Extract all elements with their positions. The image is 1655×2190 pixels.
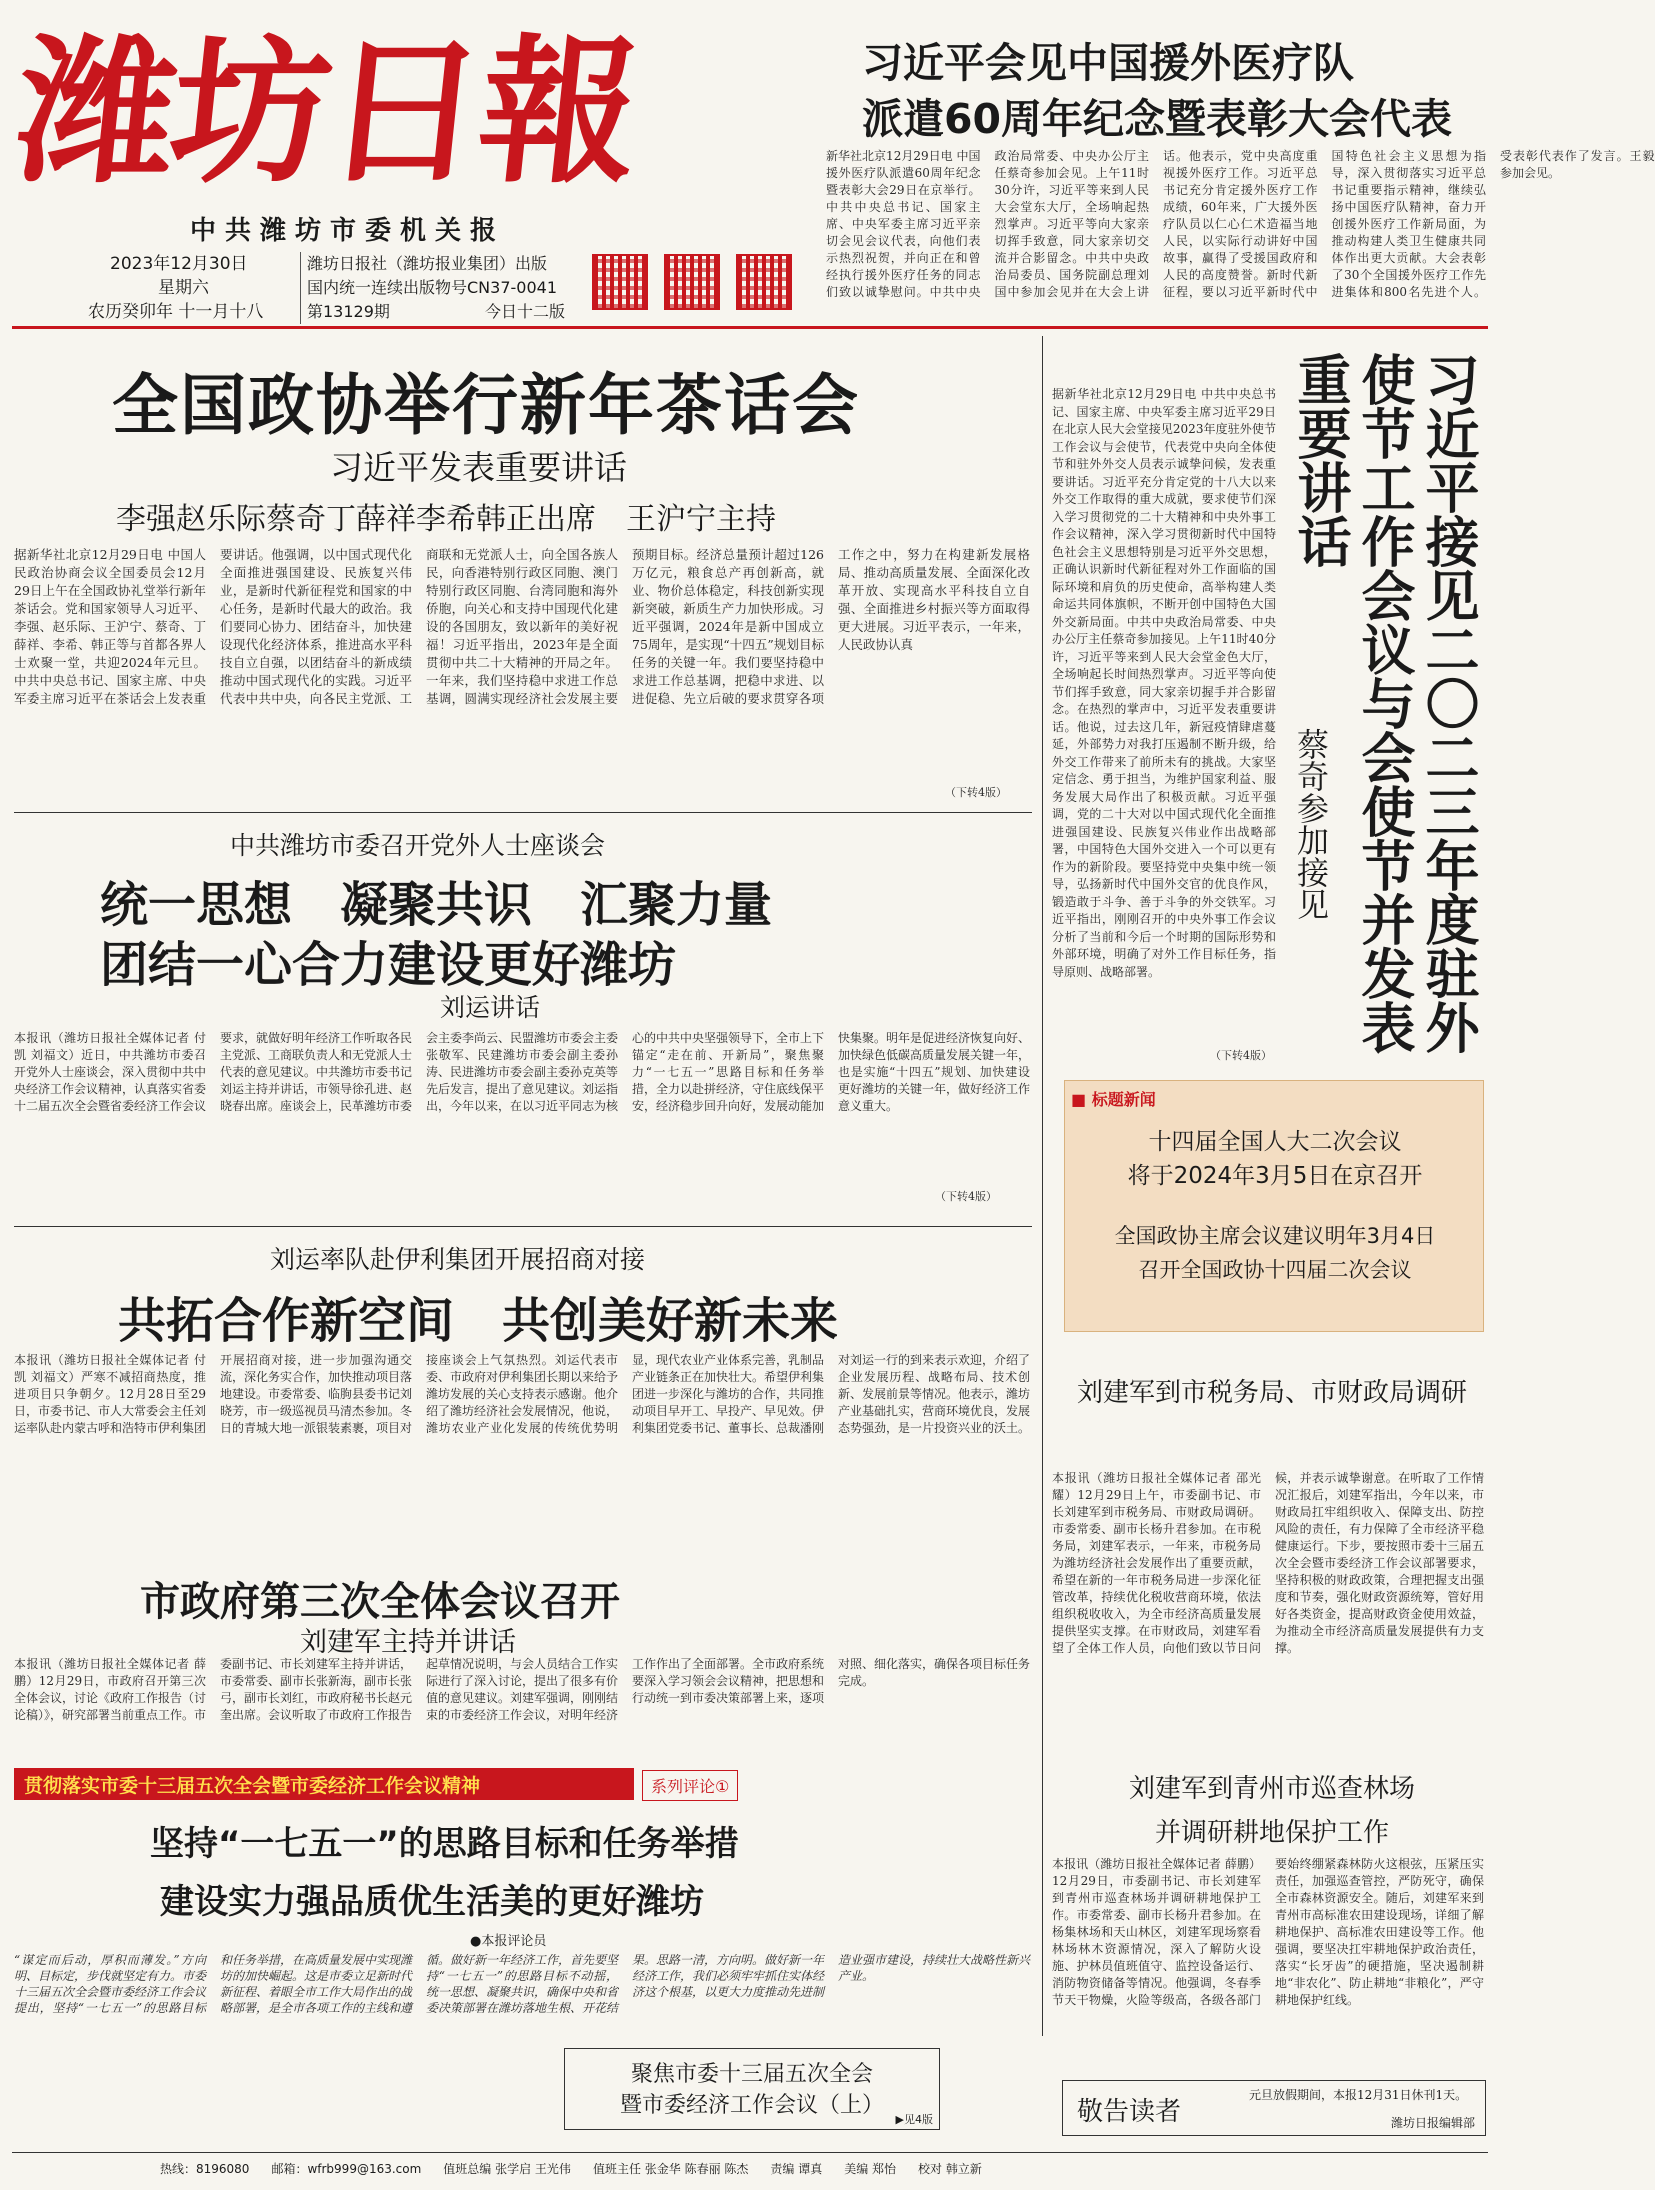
series-tag: 系列评论① xyxy=(642,1770,738,1801)
top-story-body: 新华社北京12月29日电 中国援外医疗队派遣60周年纪念暨表彰大会29日在京举行。中共中央总书记、国家主席、中央军委主席习近平亲切会见会议代表，向他们表示热烈祝贺，并向正在和曾经执行援外医疗任务的同志们致以诚挚慰问。中共中央政治局常委、中央办公厅主任蔡奇参加会见。上午11时30分许，习近平等来到人民大会堂东大厅，全场响起热烈掌声。习近平等向大家亲切挥手致意，同大家亲切交流并合影留念。中共中央政治局委员、国务院副总理刘国中参加会见并在大会上讲话。他表示，党中央高度重视援外医疗工作。习近平总书记充分肯定援外医疗工作成绩，60年来，广大援外医疗队员以仁心仁术造福当地人民，以实际行动讲好中国故事，赢得了受援国政府和人民的高度赞誉。新时代新征程，要以习近平新时代中国特色社会主义思想为指导，深入贯彻落实习近平总书记重要指示精神，继续弘扬中国医疗队精神，奋力开创援外医疗工作新局面，为推动构建人类卫生健康共同体作出更大贡献。大会表彰了30个全国援外医疗工作先进集体和800名先进个人。受表彰代表作了发言。王毅参加会见。 xyxy=(826,149,1655,299)
lead-body: 据新华社北京12月29日电 中国人民政治协商会议全国委员会12月29日上午在全国政协礼堂举行新年茶话会。党和国家领导人习近平、李强、赵乐际、王沪宁、蔡奇、丁薛祥、李希、韩正等与首都各界人士欢聚一堂，共迎2024年元旦。中共中央总书记、国家主席、中央军委主席习近平在茶话会上发表重要讲话。他强调，以中国式现代化全面推进强国建设、民族复兴伟业，是新时代新征程党和国家的中心任务，是新时代最大的政治。我们要同心协力、团结奋斗，加快建设现代化经济体系，推进高水平科技自立自强，以团结奋斗的新成绩推动中国式现代化的实践。习近平代表中共中央，向各民主党派、工商联和无党派人士，向全国各族人民，向香港特别行政区同胞、澳门特别行政区同胞、台湾同胞和海外侨胞，向关心和支持中国现代化建设的各国朋友，致以新年的美好祝福！习近平指出，2023年是全面贯彻中共二十大精神的开局之年。一年来，我们坚持稳中求进工作总基调，圆满实现经济社会发展主要预期目标。经济总量预计超过126万亿元，粮食总产再创新高，就业、物价总体稳定，科技创新实现新突破，新质生产力加快形成。习近平强调，2024年是新中国成立75周年，是实现“十四五”规划目标任务的关键一年。我们要坚持稳中求进工作总基调，把稳中求进、以进促稳、先立后破的要求贯穿各项工作之中，努力在构建新发展格局、推动高质量发展、全面深化改革开放、实现高水平科技自立自强、全面推进乡村振兴等方面取得更大进展。习近平表示，一年来，人民政协认真 xyxy=(14,547,1030,706)
lead-subtitle-2: 李强赵乐际蔡奇丁薛祥李希韩正出席 王沪宁主持 xyxy=(116,502,776,537)
notice-title: 敬告读者 xyxy=(1077,2097,1182,2127)
date-block xyxy=(88,252,264,324)
top-story-title-2[interactable]: 派遣60周年纪念暨表彰大会代表 xyxy=(862,95,1453,143)
footer-phone: 热线：8196080 xyxy=(160,2162,250,2176)
cn-number: 国内统一连续出版物号CN37-0041 xyxy=(307,278,557,297)
issue-number: 第13129期 xyxy=(307,302,390,321)
story2-kicker: 中共潍坊市委召开党外人士座谈会 xyxy=(230,831,606,860)
footer-designer: 美编 郑怡 xyxy=(844,2162,897,2176)
footer-chief: 值班总编 张学启 王光伟 xyxy=(443,2162,571,2176)
editorial-body: “谋定而后动，厚积而薄发。”方向明、目标定，步伐就坚定有力。市委十三届五次全会暨市委经济工作会议提出，坚持“一七五一”的思路目标和任务举措，在高质量发展中实现潍坊的加快崛起。这是市委立足新时代新征程、着眼全市工作大局作出的战略部署，是全市各项工作的主线和遵循。做好新一年经济工作，首先要坚持“一七五一”的思路目标不动摇，统一思想、凝聚共识，确保中央和省委决策部署在潍坊落地生根、开花结果。思路一清，方向明。做好新一年经济工作，我们必须牢牢抓住实体经济这个根基，以更大力度推动先进制造业强市建设，持续壮大战略性新兴产业。 xyxy=(14,1953,1031,2015)
story2-title-1[interactable]: 统一思想 凝聚共识 汇聚力量 xyxy=(100,877,773,933)
story4-title-1[interactable]: 刘建军到市税务局、市财政局调研 xyxy=(1076,1378,1467,1408)
envoy-story-title[interactable]: 习近平接见二〇二三年度驻外使节工作会议与会使节并发表重要讲话 xyxy=(1289,352,1480,1054)
publisher-block xyxy=(300,252,565,324)
publisher: 潍坊日报社（潍坊报业集团）出版 xyxy=(307,254,548,273)
envoy-continued[interactable]: （下转4版） xyxy=(1210,1049,1272,1062)
lead-continued[interactable]: （下转4版） xyxy=(945,786,1007,799)
editorial-byline: ●本报评论员 xyxy=(470,1934,547,1949)
title-news-tag: ■ 标题新闻 xyxy=(1071,1090,1156,1109)
title-news-box xyxy=(1064,1080,1484,1332)
editorial-title-1[interactable]: 坚持“一七五一”的思路目标和任务举措 xyxy=(150,1824,739,1864)
column-separator xyxy=(1042,336,1043,2036)
lunar-date: 农历癸卯年 十一月十八 xyxy=(88,302,264,322)
reader-notice xyxy=(1062,2080,1486,2136)
story3-body: 本报讯（潍坊日报社全媒体记者 付凯 刘福文）严寒不减招商热度，推进项目只争朝夕。12月28日至29日，市委书记、市人大常委会主任刘运率队赴内蒙古呼和浩特市伊利集团开展招商对接，进一步加强沟通交流，深化务实合作，加快推动项目落地建设。市委常委、临朐县委书记刘晓芳，市一级巡视员马清杰参加。冬日的青城大地一派银装素裹，项目对接座谈会上气氛热烈。刘运代表市委、市政府对伊利集团长期以来给予潍坊发展的关心支持表示感谢。他介绍了潍坊经济社会发展情况，他说，潍坊农业产业化发展的传统优势明显，现代农业产业体系完善，乳制品产业链条正在加快壮大。希望伊利集团进一步深化与潍坊的合作，共同推动项目早开工、早投产、早见效。伊利集团党委书记、董事长、总裁潘刚对刘运一行的到来表示欢迎，介绍了企业发展历程、战略布局、技术创新、发展前景等情况。他表示，潍坊产业基础扎实，营商环境优良，发展态势强劲，是一片投资兴业的沃土。 xyxy=(14,1353,1031,1435)
top-divider xyxy=(12,326,1488,329)
notice-text: 元旦放假期间，本报12月31日休刊1天。 xyxy=(1249,2088,1468,2102)
envoy-story-subtitle: 蔡奇参加接见 xyxy=(1292,728,1330,920)
qr-code-1[interactable] xyxy=(592,254,648,310)
story2-continued[interactable]: （下转4版） xyxy=(935,1190,997,1203)
issue-date: 2023年12月30日 xyxy=(110,254,248,274)
story6-title-1[interactable]: 刘建军到青州市巡查林场 xyxy=(1128,1774,1415,1804)
footer xyxy=(160,2160,1460,2177)
newspaper-logo: 潍坊日報 xyxy=(8,20,644,205)
editorial-title-2[interactable]: 建设实力强品质优生活美的更好潍坊 xyxy=(160,1882,704,1922)
envoy-story-body: 据新华社北京12月29日电 中共中央总书记、国家主席、中央军委主席习近平29日在北京人民大会堂接见2023年度驻外使节工作会议与会使节，代表党中央向全体使节和驻外外交人员表示诚挚问候，发表重要讲话。习近平充分肯定党的十八大以来外交工作取得的重大成就，要求使节们深入学习贯彻党的二十大精神和中央外事工作会议精神，深入学习贯彻新时代中国特色社会主义思想特别是习近平外交思想，正确认识新时代新征程对外工作面临的国际环境和肩负的历史使命，高举构建人类命运共同体旗帜，不断开创中国特色大国外交新局面。中共中央政治局常委、中央办公厅主任蔡奇参加接见。上午11时40分许，习近平等来到人民大会堂金色大厅，全场响起长时间热烈掌声。习近平等向使节们挥手致意，同大家亲切握手并合影留念。在热烈的掌声中，习近平发表重要讲话。他说，过去这几年，新冠疫情肆虐蔓延，外部势力对我打压遏制不断升级，给外交工作带来了前所未有的挑战。大家坚定信念、勇于担当，为维护国家利益、服务发展大局作出了积极贡献。习近平强调，党的二十大对以中国式现代化全面推进强国建设、民族复兴伟业作出战略部署，中国特色大国外交进入一个可以更有作为的新阶段。要坚持党中央集中统一领导，弘扬新时代中国外交官的优良作风，锻造敢于斗争、善于斗争的外交铁军。习近平指出，刚刚召开的中央外事工作会议分析了当前和今后一个时期的国际形势和外部环境，明确了对外工作目标任务，指导原则、战略部署。 xyxy=(1052,387,1276,979)
focus-line-1: 聚焦市委十三届五次全会 xyxy=(630,2062,873,2087)
story3-kicker: 刘运率队赴伊利集团开展招商对接 xyxy=(270,1245,646,1274)
focus-line-2: 暨市委经济工作会议（上） xyxy=(619,2093,884,2118)
lead-subtitle-1: 习近平发表重要讲话 xyxy=(330,448,627,487)
story2-body: 本报讯（潍坊日报社全媒体记者 付凯 刘福文）近日，中共潍坊市委召开党外人士座谈会，深入贯彻中共中央经济工作会议精神，认真落实省委十二届五次全会暨省委经济工作会议要求，就做好明年经济工作听取各民主党派、工商联负责人和无党派人士代表的意见建议。中共潍坊市委书记刘运主持并讲话，市领导徐孔进、赵晓春出席。座谈会上，民革潍坊市委会主委李尚云、民盟潍坊市委会主委张敬军、民建潍坊市委会副主委孙涛、民进潍坊市委会副主委孙克英等先后发言，提出了意见建议。刘运指出，今年以来，在以习近平同志为核心的中共中央坚强领导下，全市上下锚定“走在前、开新局”，聚焦聚力“一七五一”思路目标和任务举措，全力以赴拼经济，守住底线保平安，经济稳步回升向好，发展动能加快集聚。明年是促进经济恢复向好、加快绿色低碳高质量发展关键一年，也是实施“十四五”规划、加快建设更好潍坊的关键一年，做好经济工作意义重大。 xyxy=(14,1031,1031,1113)
focus-box[interactable] xyxy=(564,2048,940,2130)
footer-email[interactable]: 邮箱：wfrb999@163.com xyxy=(271,2162,422,2176)
focus-see: ▶见4版 xyxy=(895,2113,933,2126)
story5-body: 本报讯（潍坊日报社全媒体记者 薛鹏）12月29日，市政府召开第三次全体会议，讨论《政府工作报告（讨论稿）》，研究部署当前重点工作。市委副书记、市长刘建军主持并讲话，市委常委、副市长张新海，副市长张弓，副市长刘红，市政府秘书长赵元奎出席。会议听取了市政府工作报告起草情况说明，与会人员结合工作实际进行了深入讨论，提出了很多有价值的意见建议。刘建军强调，刚刚结束的市委经济工作会议，对明年经济工作作出了全面部署。全市政府系统要深入学习领会会议精神，把思想和行动统一到市委决策部署上来，逐项对照、细化落实，确保各项目标任务完成。 xyxy=(14,1657,1031,1722)
story2-byline: 刘运讲话 xyxy=(440,993,541,1022)
story2-title-2[interactable]: 团结一心合力建设更好潍坊 xyxy=(100,937,677,993)
story6-body: 本报讯（潍坊日报社全媒体记者 薛鹏）12月29日，市委副书记、市长刘建军到青州市巡查林场并调研耕地保护工作。市委常委、副市长杨升君参加。在杨集林场和天山林区，刘建军现场察看林场林木资源情况，深入了解防火设施、护林员值班值守、监控设备运行、消防物资储备等情况。他强调，冬春季节天干物燥，火险等级高，各级各部门要始终绷紧森林防火这根弦，压紧压实责任，加强巡查管控，严防死守，确保全市森林资源安全。随后，刘建军来到青州市高标准农田建设现场，详细了解耕地保护、高标准农田建设等工作。他强调，要坚决扛牢耕地保护政治责任，落实“长牙齿”的硬措施，坚决遏制耕地“非农化”、防止耕地“非粮化”，严守耕地保护红线。 xyxy=(1052,1857,1484,2007)
qr-code-2[interactable] xyxy=(664,254,720,310)
footer-editor: 责编 谭真 xyxy=(770,2162,823,2176)
story6-title-2[interactable]: 并调研耕地保护工作 xyxy=(1154,1818,1389,1848)
footer-rule xyxy=(12,2152,1488,2153)
qr-code-3[interactable] xyxy=(736,254,792,310)
notice-sign: 潍坊日报编辑部 xyxy=(1390,2116,1475,2130)
story3-title[interactable]: 共拓合作新空间 共创美好新未来 xyxy=(118,1293,839,1349)
story5-title[interactable]: 市政府第三次全体会议召开 xyxy=(140,1579,620,1625)
top-story-title-1[interactable]: 习近平会见中国援外医疗队 xyxy=(862,39,1354,87)
divider-2 xyxy=(14,812,1032,813)
title-news-item-2[interactable]: 全国政协主席会议建议明年3月4日 召开全国政协十四届二次会议 xyxy=(1114,1224,1436,1282)
story5-subtitle: 刘建军主持并讲话 xyxy=(300,1627,516,1658)
series-banner: 贯彻落实市委十三届五次全会暨市委经济工作会议精神 xyxy=(14,1768,634,1800)
divider-3 xyxy=(14,1226,1032,1227)
masthead-subtitle: 中共潍坊市委机关报 xyxy=(190,216,506,246)
lead-title[interactable]: 全国政协举行新年茶话会 xyxy=(112,367,860,444)
story4-body: 本报讯（潍坊日报社全媒体记者 邵光耀）12月29日上午，市委副书记、市长刘建军到市税务局、市财政局调研。市委常委、副市长杨升君参加。在市税务局，刘建军表示，一年来，市税务局为潍坊经济社会发展作出了重要贡献，希望在新的一年市税务局进一步深化征管改革，持续优化税收营商环境，依法组织税收收入，为全市经济高质量发展提供坚实支撑。在市财政局，刘建军看望了全体工作人员，向他们致以节日问候，并表示诚挚谢意。在听取了工作情况汇报后，刘建军指出，今年以来，市财政局扛牢组织收入、保障支出、防控风险的责任，有力保障了全市经济平稳健康运行。下步，要按照市委十三届五次全会暨市委经济工作会议部署要求，坚持积极的财政政策，合理把握支出强度和节奏，强化财政资源统筹，管好用好各类资金，提高财政资金使用效益，为推动全市经济高质量发展提供有力支撑。 xyxy=(1052,1471,1484,1655)
footer-proof: 校对 韩立新 xyxy=(918,2162,982,2176)
issue-weekday: 星期六 xyxy=(158,278,209,298)
title-news-item-1[interactable]: 十四届全国人大二次会议 将于2024年3月5日在京召开 xyxy=(1127,1129,1423,1189)
page-count: 今日十二版 xyxy=(484,302,565,321)
footer-director: 值班主任 张金华 陈春丽 陈杰 xyxy=(592,2162,749,2176)
